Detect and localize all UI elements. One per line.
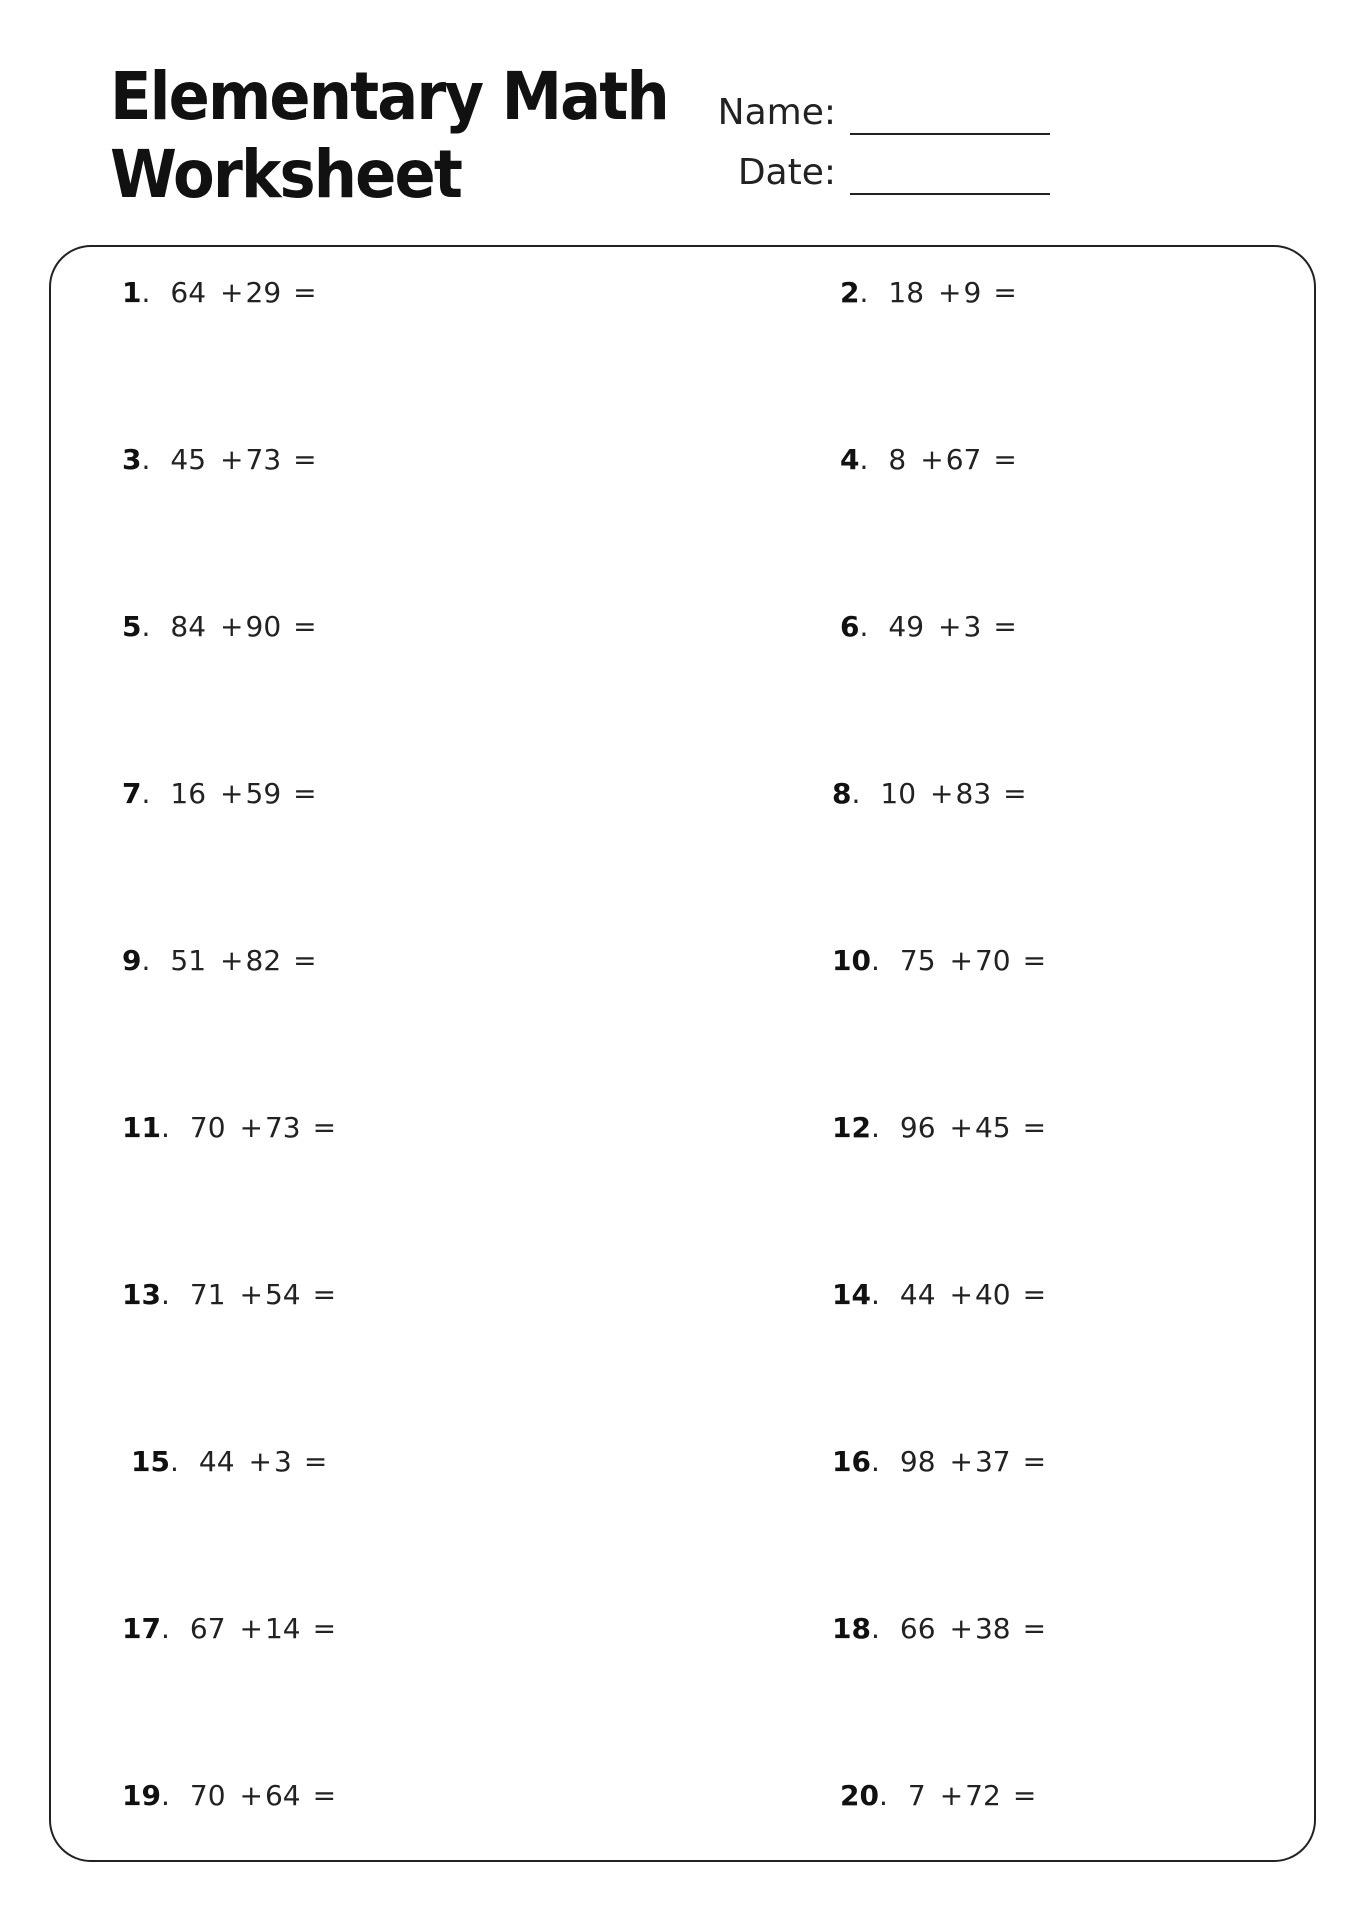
operand-b: 54: [264, 1278, 301, 1311]
operand-a: 8: [888, 443, 907, 476]
equals-sign: =: [1022, 1445, 1047, 1478]
operand-b: 59: [245, 777, 282, 810]
problem-dot: .: [141, 610, 151, 643]
problem-dot: .: [870, 1612, 880, 1645]
problem-number: 18: [832, 1612, 871, 1645]
operand-b: 9: [963, 276, 982, 309]
equals-sign: =: [1022, 1278, 1047, 1311]
problem-dot: .: [160, 1278, 170, 1311]
problem-item: [122, 1111, 336, 1144]
name-input-line[interactable]: [850, 99, 1050, 135]
operand-b: 3: [963, 610, 982, 643]
operand-a: 75: [899, 944, 936, 977]
plus-sign: +: [239, 1779, 263, 1812]
equals-sign: =: [293, 276, 317, 309]
problem-dot: .: [141, 777, 151, 810]
problem-item: [840, 276, 1017, 309]
operand-a: 96: [899, 1111, 936, 1144]
worksheet-title: [110, 58, 668, 214]
problem-number: 16: [832, 1445, 871, 1478]
plus-sign: +: [220, 443, 244, 476]
operand-a: 70: [189, 1779, 226, 1812]
problem-dot: .: [870, 1278, 880, 1311]
problem-dot: .: [859, 610, 869, 643]
operand-a: 67: [189, 1612, 226, 1645]
problem-number: 7: [122, 777, 142, 810]
problem-number: 15: [131, 1445, 170, 1478]
plus-sign: +: [949, 1445, 973, 1478]
operand-b: 70: [974, 944, 1011, 977]
operand-a: 71: [189, 1278, 226, 1311]
date-field: [700, 145, 1050, 195]
equals-sign: =: [993, 610, 1017, 643]
operand-b: 3: [273, 1445, 292, 1478]
problem-item: [131, 1445, 327, 1478]
plus-sign: +: [220, 944, 244, 977]
operand-b: 40: [974, 1278, 1011, 1311]
problem-number: 4: [840, 443, 860, 476]
operand-a: 7: [907, 1779, 926, 1812]
problem-dot: .: [870, 944, 880, 977]
operand-b: 14: [264, 1612, 301, 1645]
problem-dot: .: [169, 1445, 179, 1478]
plus-sign: +: [949, 1111, 973, 1144]
plus-sign: +: [220, 276, 244, 309]
operand-b: 45: [974, 1111, 1011, 1144]
plus-sign: +: [239, 1278, 263, 1311]
equals-sign: =: [293, 443, 317, 476]
operand-a: 66: [899, 1612, 936, 1645]
title-line-2: Worksheet: [110, 136, 462, 213]
operand-b: 82: [245, 944, 282, 977]
problem-dot: .: [160, 1779, 170, 1812]
plus-sign: +: [930, 777, 954, 810]
problem-number: 12: [832, 1111, 871, 1144]
equals-sign: =: [993, 443, 1017, 476]
problem-dot: .: [878, 1779, 888, 1812]
problem-dot: .: [160, 1612, 170, 1645]
plus-sign: +: [239, 1111, 263, 1144]
operand-a: 64: [170, 276, 207, 309]
operand-b: 73: [264, 1111, 301, 1144]
problem-number: 10: [832, 944, 871, 977]
problem-item: [122, 610, 317, 643]
plus-sign: +: [949, 1278, 973, 1311]
operand-b: 29: [245, 276, 282, 309]
equals-sign: =: [1012, 1779, 1037, 1812]
operand-a: 49: [888, 610, 925, 643]
operand-a: 70: [189, 1111, 226, 1144]
date-label: Date:: [737, 152, 836, 193]
problem-item: [122, 1278, 336, 1311]
operand-b: 64: [264, 1779, 301, 1812]
operand-b: 90: [245, 610, 282, 643]
operand-a: 16: [170, 777, 207, 810]
title-line-1: Elementary Math: [110, 58, 668, 135]
date-input-line[interactable]: [850, 159, 1050, 195]
operand-b: 73: [245, 443, 282, 476]
problem-number: 19: [122, 1779, 161, 1812]
operand-a: 45: [170, 443, 207, 476]
problem-number: 13: [122, 1278, 161, 1311]
problem-number: 17: [122, 1612, 161, 1645]
operand-a: 10: [880, 777, 917, 810]
problem-dot: .: [141, 944, 151, 977]
problem-item: [832, 1445, 1046, 1478]
equals-sign: =: [293, 777, 317, 810]
problem-number: 6: [840, 610, 860, 643]
plus-sign: +: [920, 443, 944, 476]
plus-sign: +: [239, 1612, 263, 1645]
operand-a: 44: [198, 1445, 235, 1478]
plus-sign: +: [939, 1779, 964, 1812]
problem-dot: .: [859, 276, 869, 309]
equals-sign: =: [1022, 944, 1047, 977]
problem-dot: .: [859, 443, 869, 476]
problem-number: 3: [122, 443, 142, 476]
plus-sign: +: [220, 610, 244, 643]
problem-item: [832, 1612, 1046, 1645]
problem-dot: .: [870, 1445, 880, 1478]
operand-b: 67: [945, 443, 982, 476]
problem-item: [122, 443, 317, 476]
problem-dot: .: [141, 443, 151, 476]
equals-sign: =: [1022, 1111, 1047, 1144]
operand-b: 83: [955, 777, 992, 810]
problem-item: [122, 944, 317, 977]
problem-dot: .: [160, 1111, 170, 1144]
plus-sign: +: [248, 1445, 272, 1478]
problem-item: [122, 777, 317, 810]
problem-item: [122, 1612, 336, 1645]
problem-item: [832, 1111, 1046, 1144]
problem-dot: .: [851, 777, 861, 810]
equals-sign: =: [1003, 777, 1027, 810]
operand-a: 18: [888, 276, 925, 309]
operand-b: 72: [965, 1779, 1001, 1812]
name-label: Name:: [717, 92, 836, 133]
operand-a: 98: [899, 1445, 936, 1478]
operand-a: 51: [170, 944, 207, 977]
equals-sign: =: [993, 276, 1017, 309]
equals-sign: =: [312, 1612, 337, 1645]
plus-sign: +: [938, 610, 962, 643]
problem-number: 2: [840, 276, 860, 309]
equals-sign: =: [293, 944, 317, 977]
plus-sign: +: [949, 944, 973, 977]
problem-item: [122, 1779, 336, 1812]
problem-number: 9: [122, 944, 142, 977]
operand-a: 84: [170, 610, 207, 643]
problem-dot: .: [141, 276, 151, 309]
problem-number: 5: [122, 610, 142, 643]
equals-sign: =: [312, 1278, 337, 1311]
problem-number: 8: [832, 777, 852, 810]
operand-a: 44: [899, 1278, 936, 1311]
operand-b: 37: [974, 1445, 1011, 1478]
problem-item: [832, 777, 1027, 810]
problem-item: [840, 443, 1017, 476]
problem-dot: .: [870, 1111, 880, 1144]
problem-item: [840, 610, 1017, 643]
plus-sign: +: [949, 1612, 973, 1645]
problem-item: [840, 1779, 1036, 1812]
problem-item: [832, 1278, 1046, 1311]
problem-number: 1: [122, 276, 142, 309]
plus-sign: +: [220, 777, 244, 810]
equals-sign: =: [312, 1779, 337, 1812]
problem-number: 14: [832, 1278, 871, 1311]
equals-sign: =: [293, 610, 317, 643]
operand-b: 38: [974, 1612, 1011, 1645]
problem-number: 11: [122, 1111, 161, 1144]
equals-sign: =: [1022, 1612, 1047, 1645]
plus-sign: +: [938, 276, 962, 309]
problem-item: [122, 276, 317, 309]
problem-number: 20: [840, 1779, 879, 1812]
name-field: [700, 85, 1050, 135]
equals-sign: =: [303, 1445, 328, 1478]
problem-item: [832, 944, 1046, 977]
equals-sign: =: [312, 1111, 337, 1144]
